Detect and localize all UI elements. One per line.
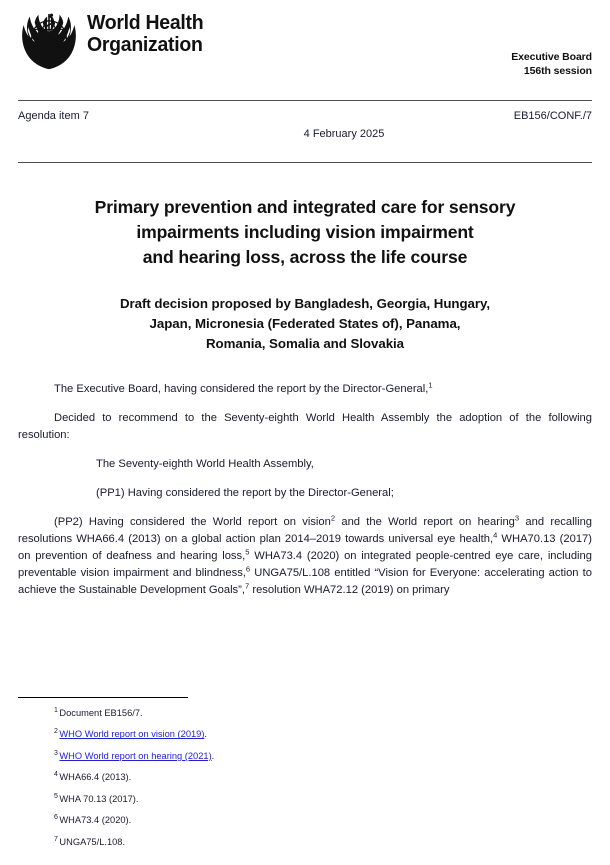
pp2-segment-e: WHA73.4 (2020) on integrated people-centred eye care, including preventable vision impairment and blindness, — [18, 549, 592, 579]
footnote-separator — [18, 697, 188, 698]
footnote-text: UNGA75/L.108. — [59, 836, 126, 847]
page-title-line-2: impairments including vision impairment — [136, 221, 474, 242]
footnote-marker: 2 — [54, 728, 58, 736]
footnote-area — [18, 697, 592, 857]
masthead — [18, 0, 592, 86]
footnote-marker: 1 — [54, 706, 58, 714]
pp2-segment-a: (PP2) Having considered the World report on vision — [54, 515, 331, 528]
footnote-link[interactable]: WHO World report on vision (2019) — [59, 729, 205, 740]
paragraph-preamble — [18, 381, 592, 398]
document-body — [18, 381, 592, 599]
footnote-text: . — [211, 750, 215, 761]
governing-body-name: Executive Board — [511, 51, 592, 63]
pp2-segment-f: UNGA75/L.108 entitled “Vision for Everyone: accelerating action to achieve the Sustainable Development Goals”, — [18, 566, 592, 596]
page-title-line-1: Primary prevention and integrated care for sensory — [94, 197, 516, 217]
footnote-item — [18, 793, 592, 806]
footnote-item — [18, 814, 592, 827]
footnote-text: WHA 70.13 (2017). — [59, 793, 139, 804]
footnote-ref-5[interactable]: 5 — [245, 546, 250, 556]
footnote-item — [18, 836, 592, 849]
page-subtitle — [18, 294, 592, 355]
paragraph-preamble-text: The Executive Board, having considered the report by the Director-General, — [54, 382, 429, 395]
governing-body-block — [511, 50, 592, 79]
pp2-segment-d: WHA70.13 (2017) on prevention of deafness and hearing loss, — [18, 532, 593, 562]
page-title — [18, 195, 592, 270]
footnote-ref-1[interactable]: 1 — [428, 379, 433, 389]
footnote-marker: 5 — [54, 792, 58, 800]
footnote-link[interactable]: WHO World report on hearing (2021) — [59, 750, 212, 761]
session-number: 156th session — [523, 65, 592, 78]
who-emblem-icon — [18, 7, 80, 73]
paragraph-decision: Decided to recommend to the Seventy-eighth World Health Assembly the adoption of the following resolution: — [18, 411, 592, 441]
page-subtitle-line-2: Japan, Micronesia (Federated States of), Panama, — [149, 316, 461, 332]
footnote-ref-7[interactable]: 7 — [245, 580, 250, 590]
agenda-item: Agenda item 7 — [18, 110, 89, 122]
footnote-text: . — [204, 729, 208, 740]
footnote-item — [18, 728, 592, 741]
footnote-item — [18, 771, 592, 784]
footnote-marker: 3 — [54, 749, 58, 757]
page-title-line-3: and hearing loss, across the life course — [142, 246, 468, 267]
page-subtitle-line-3: Romania, Somalia and Slovakia — [205, 336, 405, 352]
document-meta — [18, 101, 592, 145]
footnote-ref-3[interactable]: 3 — [514, 512, 520, 522]
who-logo — [18, 8, 209, 73]
footnote-ref-6[interactable]: 6 — [245, 563, 251, 573]
footnote-text: WHA73.4 (2020). — [59, 815, 132, 826]
paragraph-assembly: The Seventy-eighth World Health Assembly, — [96, 457, 314, 470]
footnote-marker: 4 — [54, 771, 58, 779]
footnote-ref-2[interactable]: 2 — [330, 512, 336, 522]
footnote-text: Document EB156/7. — [59, 708, 143, 718]
pp2-segment-c: and recalling resolutions WHA66.4 (2013) on a global action plan 2014–2019 towards universal eye health, — [18, 515, 593, 545]
footnote-list — [18, 707, 592, 849]
header-divider-bottom — [18, 162, 592, 163]
footnote-marker: 6 — [54, 814, 58, 822]
pp2-segment-g: resolution WHA72.12 (2019) on primary — [249, 583, 450, 596]
who-logo-line-1: World Health — [87, 11, 204, 34]
who-logo-line-2: Organization — [87, 32, 203, 56]
footnote-marker: 7 — [54, 835, 58, 843]
footnote-text: WHA66.4 (2013). — [59, 772, 132, 783]
document-symbol: EB156/CONF./7 — [513, 110, 592, 122]
footnote-ref-4[interactable]: 4 — [493, 529, 498, 539]
page-subtitle-line-1: Draft decision proposed by Bangladesh, Georgia, Hungary, — [119, 295, 491, 311]
pp2-segment-b: and the World report on hearing — [335, 515, 515, 528]
footnote-item — [18, 750, 592, 763]
who-logo-text — [87, 12, 203, 55]
paragraph-pp2 — [18, 514, 592, 599]
paragraph-pp1: (PP1) Having considered the report by the Director-General; — [96, 486, 394, 499]
footnote-item — [18, 707, 592, 720]
document-date: 4 February 2025 — [303, 128, 385, 140]
